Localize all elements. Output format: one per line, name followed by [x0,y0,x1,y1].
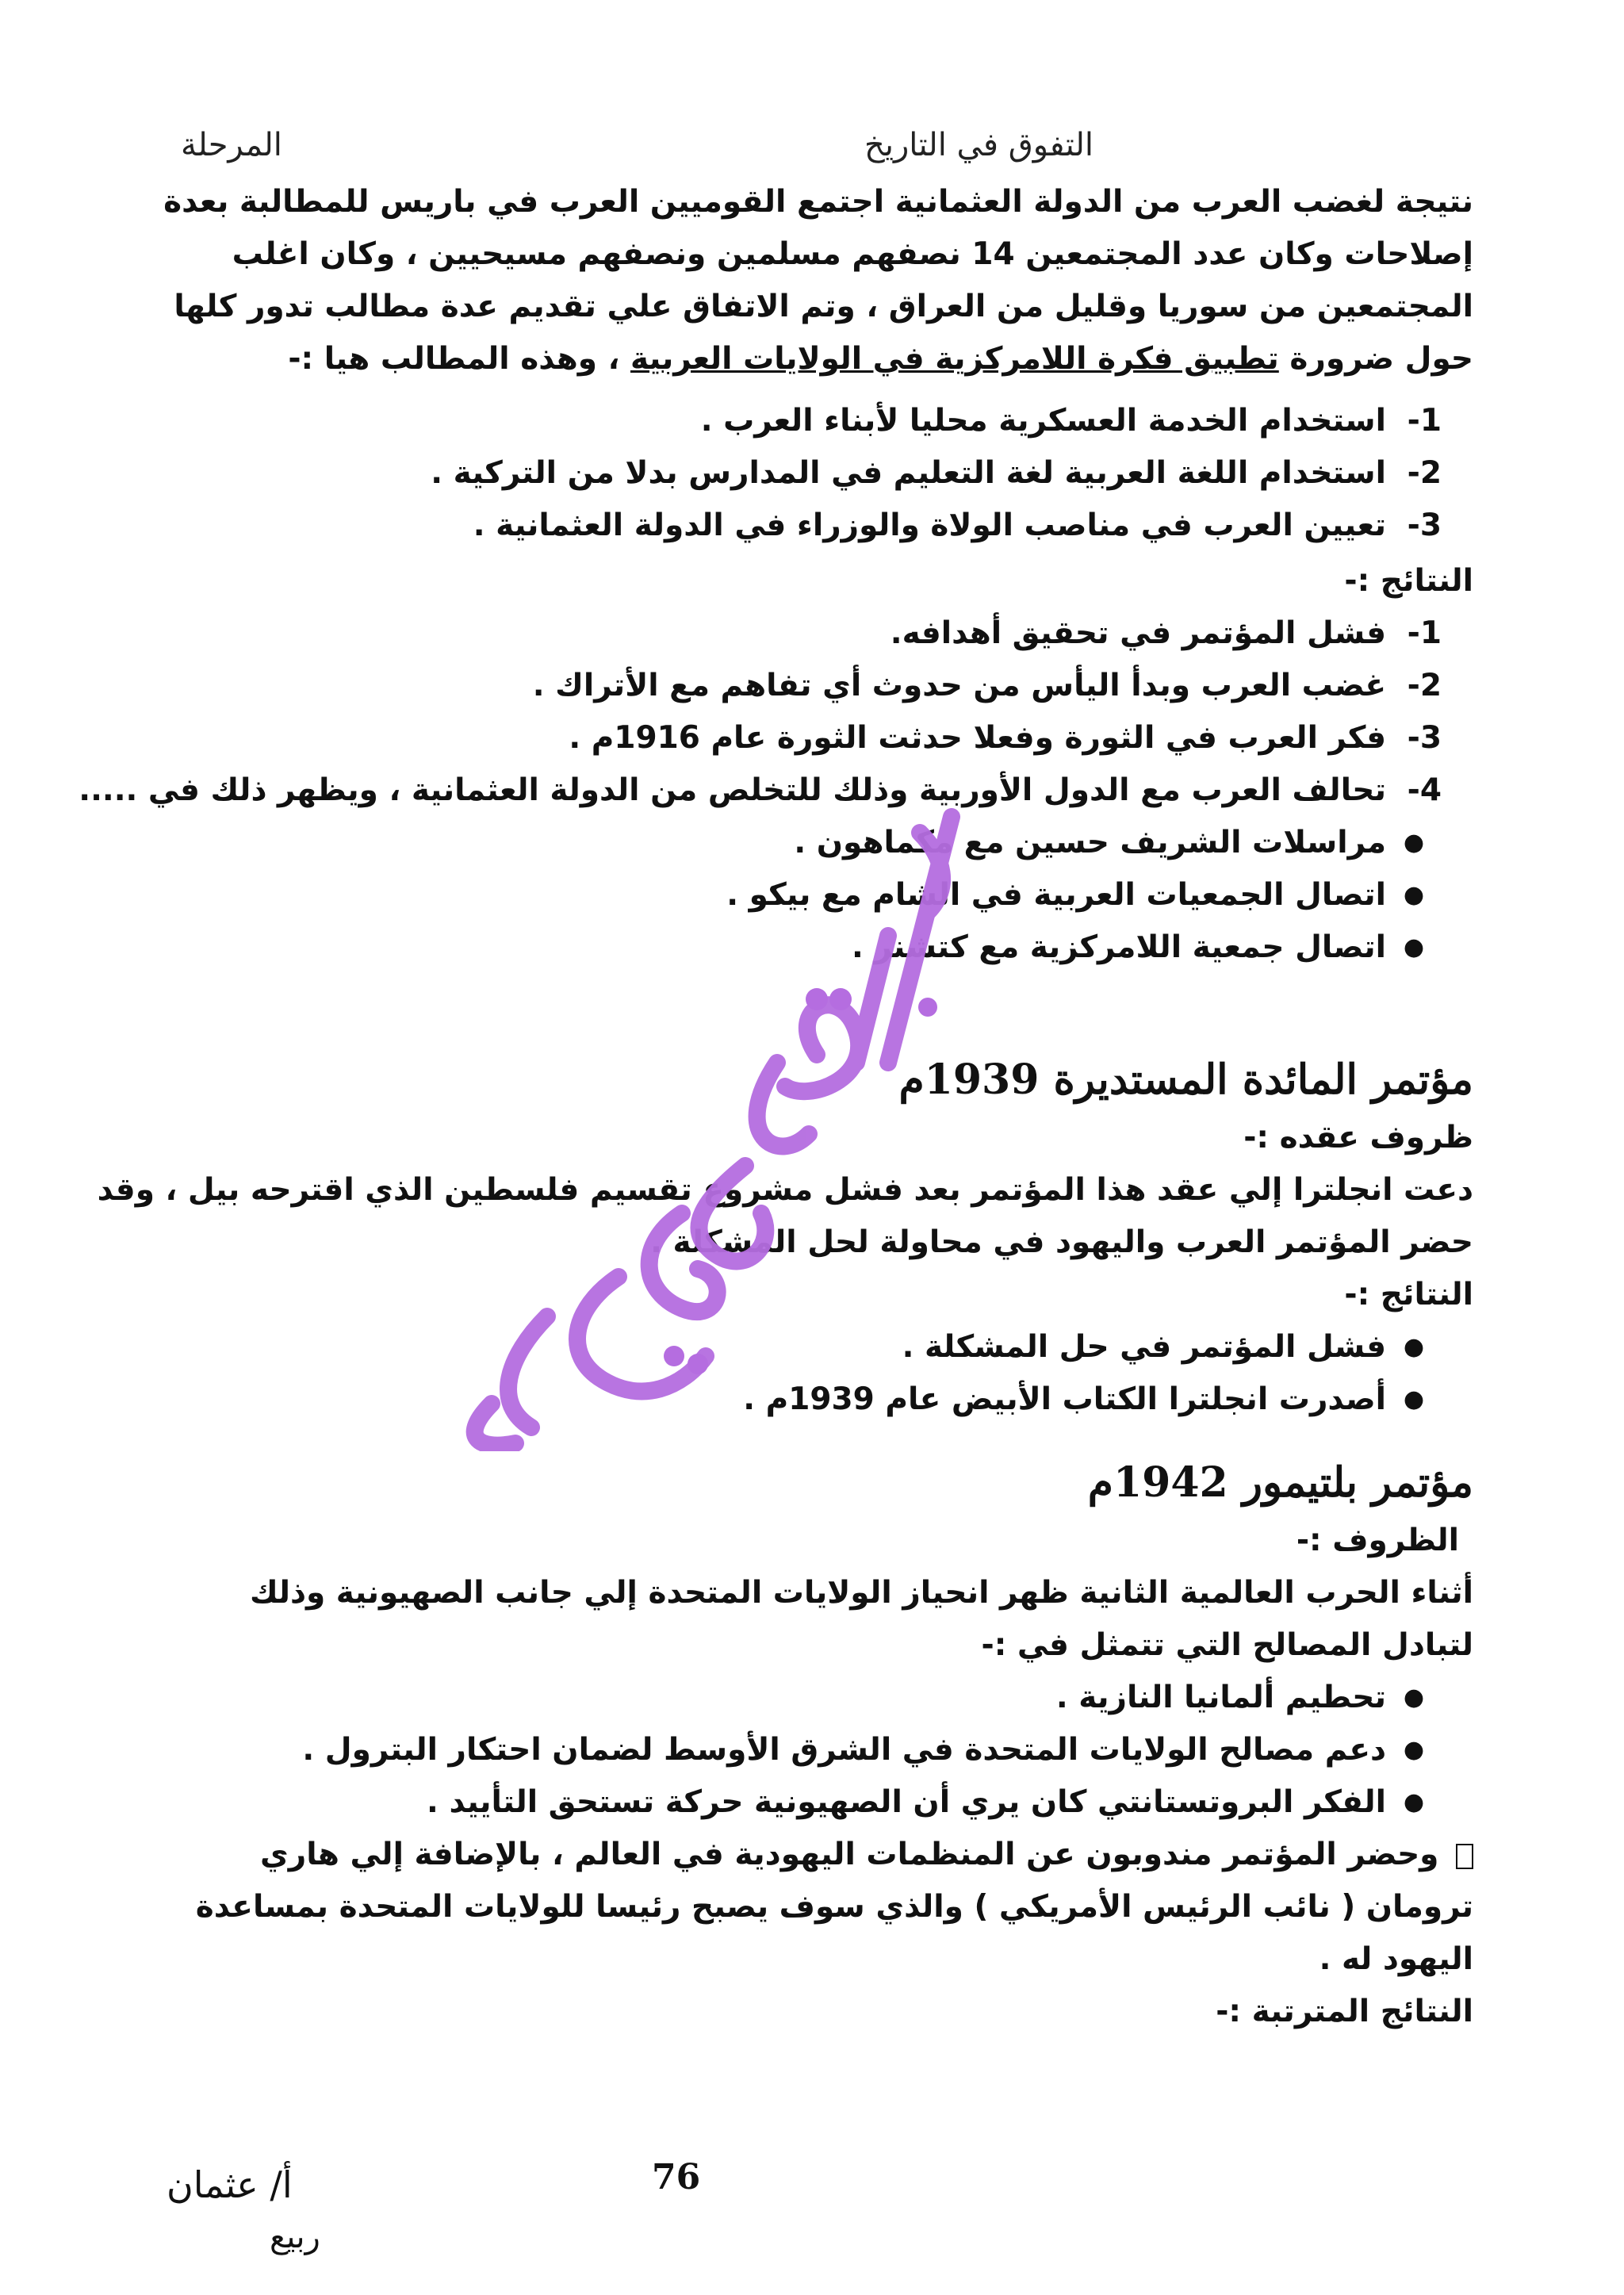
paragraph-line: لتبادل المصالح التي تتمثل في :- [981,1627,1473,1663]
list-item: 3- تعيين العرب في مناصب الولاة والوزراء في الدولة العثمانية . [473,508,1442,543]
author-surname: ربيع [270,2219,320,2255]
paragraph-line: وحضر المؤتمر مندوبون عن المنظمات اليهودية في العالم ، بالإضافة إلي هاري [109,1829,1473,1881]
results-heading: النتائج المترتبة :- [1216,1994,1473,2029]
header-stage-label: المرحلة [181,127,282,163]
list-item: 4- تحالف العرب مع الدول الأوربية وذلك للتخلص من الدولة العثمانية ، ويظهر ذلك في ..... [79,772,1442,808]
list-item: 3- فكر العرب في الثورة وفعلا حدثت الثورة عام 1916م . [569,720,1442,756]
list-item: 1- استخدام الخدمة العسكرية محليا لأبناء العرب . [700,403,1442,439]
results-heading: النتائج :- [1344,563,1473,599]
bullet-icon: ● [1403,1788,1425,1816]
box-glyph-icon [1456,1844,1473,1869]
intro-paragraph [149,176,1473,385]
paragraph-line: اليهود له . [1319,1941,1473,1977]
demands-list [149,395,1473,552]
bullet-item: ● فشل المؤتمر في حل المشكلة . [14,1321,1473,1374]
section-title: مؤتمر المائدة المستديرة 1939م [898,1056,1473,1104]
paragraph-line: ترومان ( نائب الرئيس الأمريكي ) والذي سوف يصبح رئيسا للولايات المتحدة بمساعدة [195,1889,1473,1925]
bullet-item: ● اتصال جمعية اللامركزية مع كتشنر . [149,921,1473,974]
bullet-item: ● أصدرت انجلترا الكتاب الأبيض عام 1939م . [14,1374,1473,1426]
header-book-title: التفوق في التاريخ [864,127,1094,163]
bullet-icon: ● [1403,1736,1425,1764]
bullet-icon: ● [1403,829,1425,856]
conditions-heading: الظروف :- [1296,1523,1459,1558]
intro-line: إصلاحات وكان عدد المجتمعين 14 نصفهم مسلمين ونصفهم مسيحيين ، وكان اغلب [232,236,1473,272]
page-number: 76 [652,2157,701,2197]
bullet-item: ● دعم مصالح الولايات المتحدة في الشرق الأوسط لضمان احتكار البترول . [109,1724,1473,1776]
intro-line: نتيجة لغضب العرب من الدولة العثمانية اجتمع القوميين العرب في باريس للمطالبة بعدة [163,184,1473,220]
biltmore-section [109,1451,1473,2038]
watermark-signature [444,801,1047,1451]
list-item: 2- استخدام اللغة العربية لغة التعليم في المدارس بدلا من التركية . [431,455,1442,491]
results-heading: النتائج :- [1344,1277,1473,1312]
bullet-icon: ● [1403,933,1425,961]
paragraph-line: دعت انجلترا إلي عقد هذا المؤتمر بعد فشل مشروع تقسيم فلسطين الذي اقترحه بيل ، وقد [97,1172,1473,1208]
conditions-heading: ظروف عقده :- [1243,1120,1473,1155]
bullet-item: ● مراسلات الشريف حسين مع مكماهون . [149,817,1473,869]
author-name: أ/ عثمان [167,2163,293,2206]
bullet-icon: ● [1403,1684,1425,1711]
list-item: 2- غضب العرب وبدأ اليأس من حدوث أي تفاهم مع الأتراك . [532,668,1442,703]
paragraph-line: حضر المؤتمر العرب واليهود في محاولة لحل المشكلة . [650,1224,1473,1260]
bullet-icon: ● [1403,1385,1425,1413]
bullet-item: ● الفكر البروتستانتي كان يري أن الصهيونية حركة تستحق التأييد . [109,1776,1473,1829]
bullet-icon: ● [1403,1333,1425,1361]
intro-line: حول ضرورة تطبيق فكرة اللامركزية في الولايات العربية ، وهذه المطالب هيا :- [288,341,1473,377]
list-item: 1- فشل المؤتمر في تحقيق أهدافه. [890,615,1442,651]
bullet-item: ● اتصال الجمعيات العربية في الشام مع بيكو . [149,869,1473,921]
paragraph-line: أثناء الحرب العالمية الثانية ظهر انحياز الولايات المتحدة إلي جانب الصهيونية وذلك [250,1575,1473,1611]
underlined-phrase: تطبيق فكرة اللامركزية في الولايات العربية [630,341,1279,377]
section-title: مؤتمر بلتيمور 1942م [1087,1458,1473,1507]
bullet-icon: ● [1403,881,1425,909]
bullet-item: ● تحطيم ألمانيا النازية . [109,1672,1473,1724]
intro-line: المجتمعين من سوريا وقليل من العراق ، وتم الاتفاق علي تقديم عدة مطالب تدور كلها [174,289,1473,324]
